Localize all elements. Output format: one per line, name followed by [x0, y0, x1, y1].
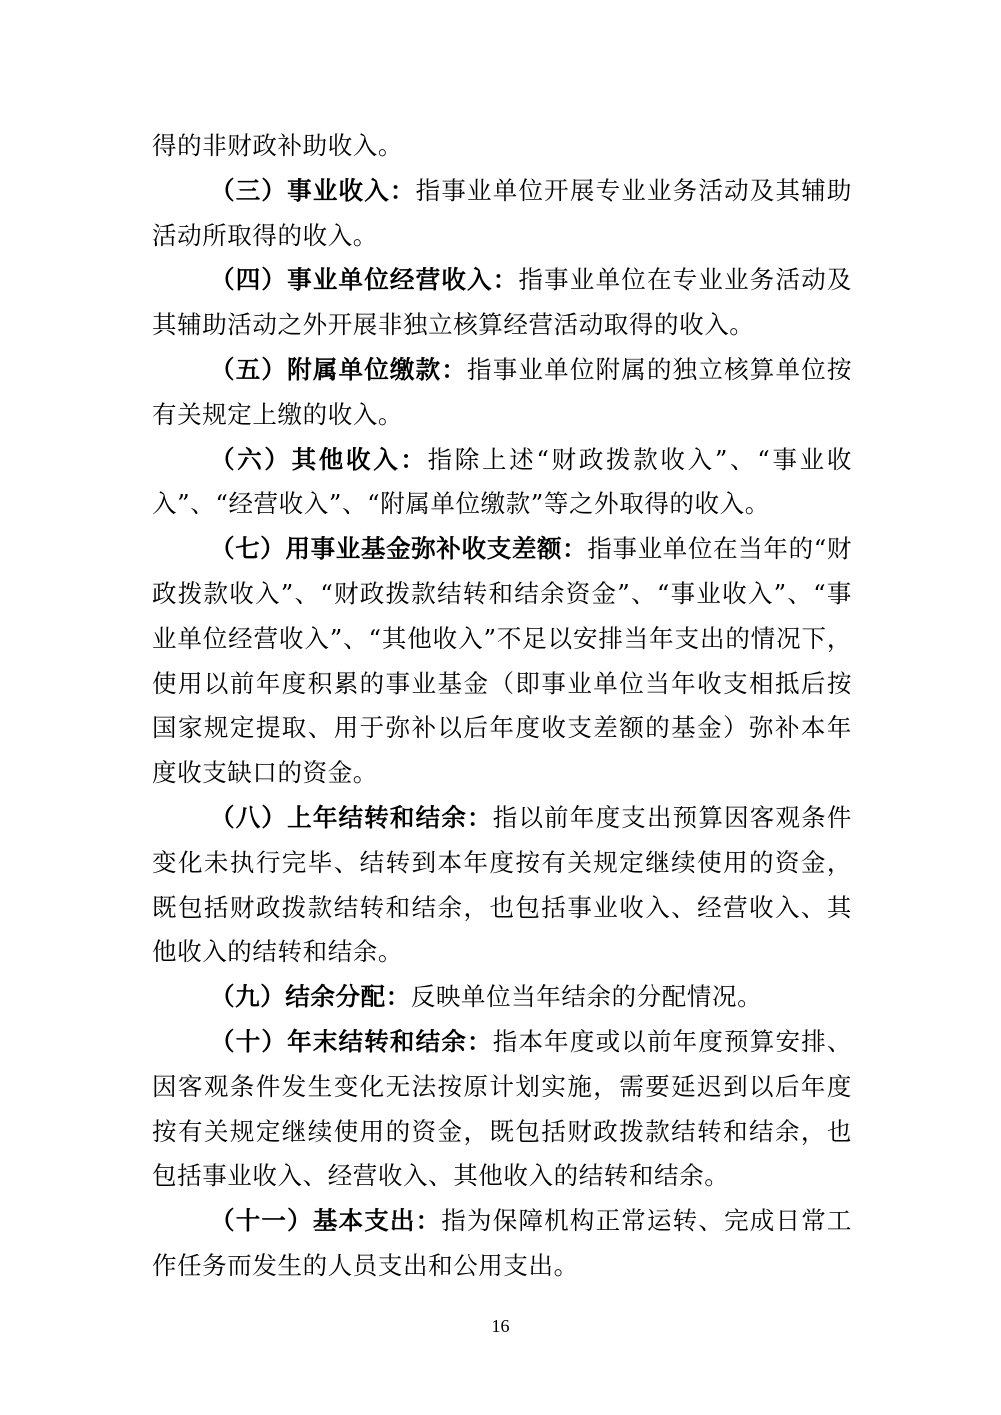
- document-body: [152, 124, 852, 1289]
- paragraph-term: （三）事业收入：: [210, 175, 416, 205]
- paragraph-text: 指为保障机构正常运转、完成日常工作任务而发生的人员支出和公用支出。: [152, 1206, 852, 1280]
- paragraph-term: （五）附属单位缴款：: [210, 354, 468, 384]
- paragraph-text: 指事业单位开展专业业务活动及其辅助活动所取得的收入。: [152, 175, 852, 250]
- paragraph-business-income: [152, 169, 852, 259]
- paragraph-text: 指事业单位在专业业务活动及其辅助活动之外开展非独立核算经营活动取得的收入。: [152, 265, 852, 340]
- paragraph-text: 指除上述“财政拨款收入”、“事业收入”、“经营收入”、“附属单位缴款”等之外取得的收入。: [152, 444, 852, 519]
- paragraph-text: 指事业单位附属的独立核算单位按有关规定上缴的收入。: [152, 354, 853, 429]
- paragraph-term: （六）其他收入：: [210, 444, 428, 474]
- paragraph-term: （十）年末结转和结余：: [210, 1026, 493, 1056]
- paragraph-operating-income: [152, 258, 852, 348]
- paragraph-term: （九）结余分配：: [210, 982, 411, 1012]
- paragraph-text: 指本年度或以前年度预算安排、因客观条件发生变化无法按原计划实施，需要延迟到以后年度按有关规定继续使用的资金，既包括财政拨款结转和结余，也包括事业收入、经营收入、其他收入的结转和结余。: [152, 1026, 852, 1191]
- paragraph-prior-carryover: [152, 796, 852, 975]
- paragraph-term: （十一）基本支出：: [210, 1206, 442, 1236]
- page-number: 16: [491, 1316, 510, 1336]
- paragraph-surplus-distribution: [152, 975, 852, 1020]
- paragraph-term: （四）事业单位经营收入：: [210, 265, 519, 295]
- paragraph-text: 得的非财政补助收入。: [152, 131, 403, 160]
- paragraph-text: 指以前年度支出预算因客观条件变化未执行完毕、结转到本年度按有关规定继续使用的资金，既包括财政拨款结转和结余，也包括事业收入、经营收入、其他收入的结转和结余。: [152, 802, 852, 967]
- paragraph-other-income: [152, 438, 852, 528]
- paragraph-text: 反映单位当年结余的分配情况。: [410, 982, 763, 1012]
- paragraph-year-end-carryover: [152, 1020, 852, 1199]
- paragraph-basic-expenditure: [152, 1199, 852, 1289]
- paragraph-term: （八）上年结转和结余：: [210, 802, 493, 832]
- paragraph-affiliated-payments: [152, 348, 852, 438]
- paragraph-term: （七）用事业基金弥补收支差额：: [210, 534, 588, 564]
- paragraph-continuation: [152, 124, 852, 169]
- paragraph-fund-offset: [152, 527, 852, 796]
- paragraph-text: 指事业单位在当年的“财政拨款收入”、“财政拨款结转和结余资金”、“事业收入”、“事业单位经营收入”、“其他收入”不足以安排当年支出的情况下，使用以前年度积累的事业基金（即事业单位当年收支相抵后按国家规定提取、用于弥补以后年度收支差额的基金）弥补本年度收支缺口的资金。: [152, 534, 853, 788]
